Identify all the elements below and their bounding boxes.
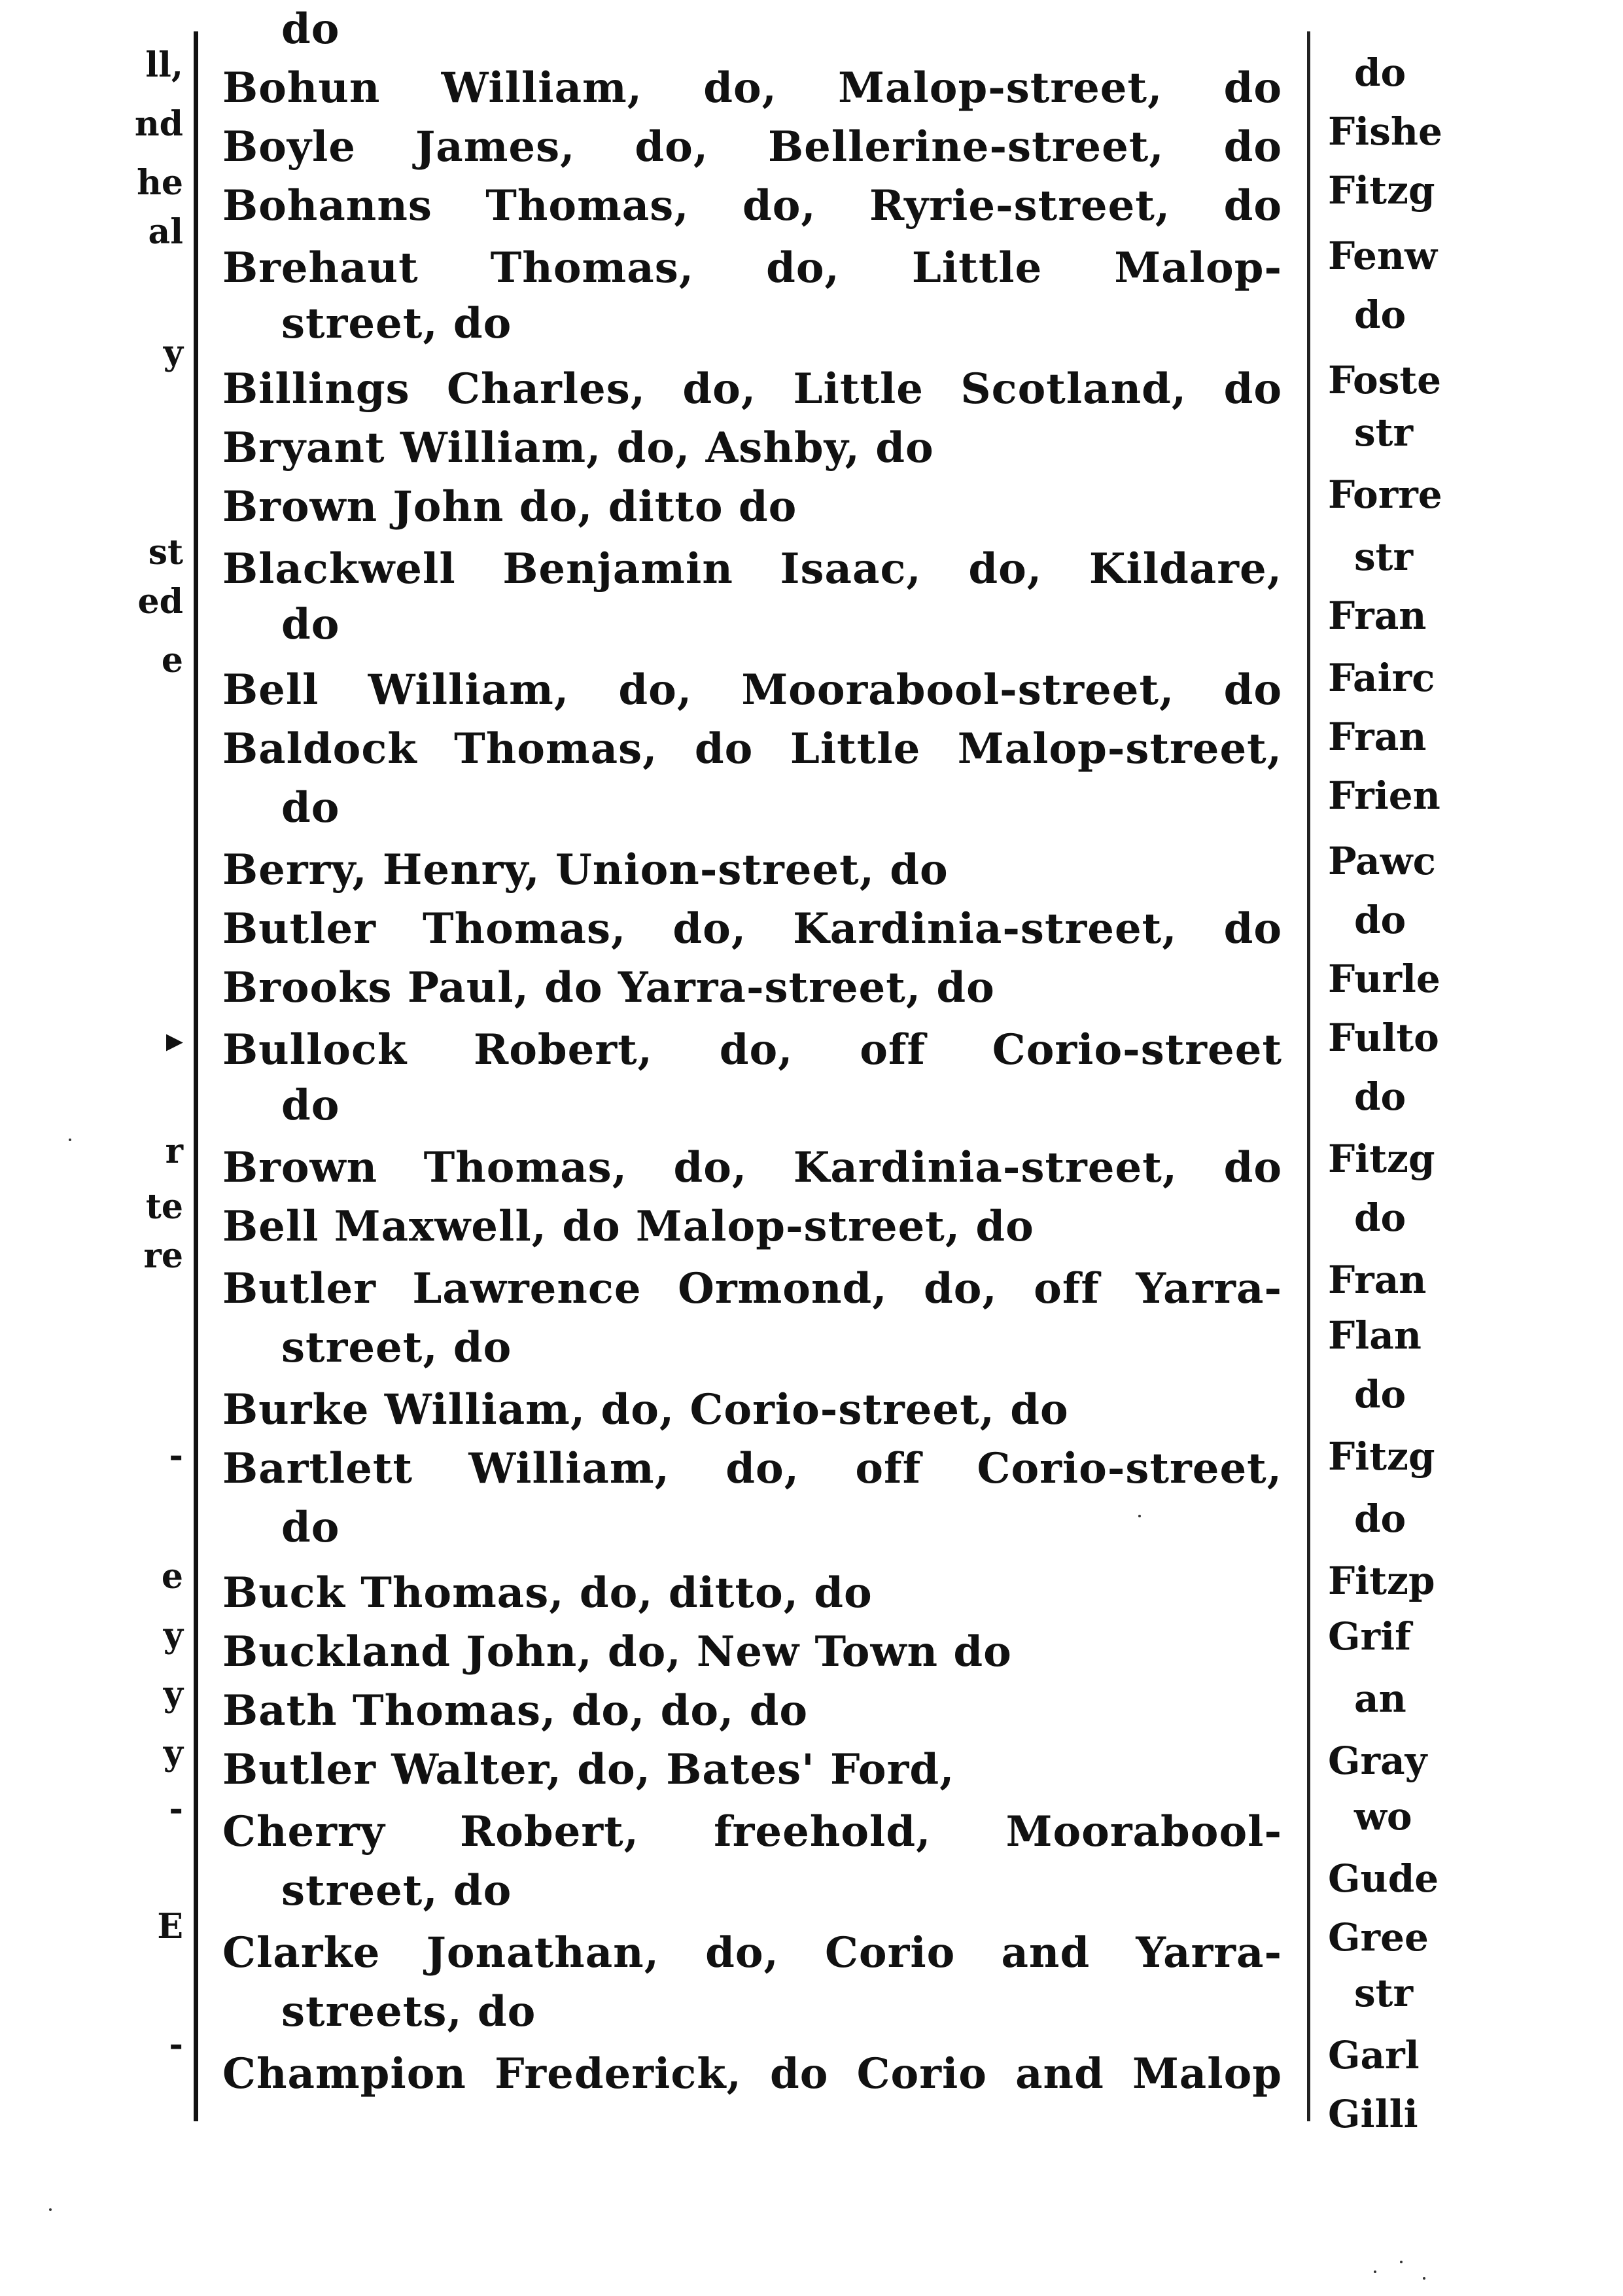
entry-line: Buckland John, do, New Town do	[222, 1627, 1012, 1676]
right-line: Flan	[1328, 1313, 1422, 1358]
entry-line: Brown John do, ditto do	[222, 482, 797, 531]
right-line: str	[1354, 1971, 1414, 2015]
left-margin-fragments	[131, 0, 183, 2133]
right-line: an	[1354, 1676, 1406, 1721]
left-fragment: ed	[137, 582, 183, 622]
left-fragment: ▸	[166, 1020, 183, 1060]
right-line: Furle	[1328, 957, 1440, 1001]
entry-line: Bell William, do, Moorabool-street, do	[222, 665, 1282, 715]
right-line: str	[1354, 535, 1414, 579]
entry-line: Bell Maxwell, do Malop-street, do	[222, 1202, 1034, 1251]
left-fragment: y	[163, 1733, 183, 1773]
right-line: do	[1354, 50, 1406, 95]
right-line: Fitzp	[1328, 1559, 1435, 1603]
right-line: Forre	[1328, 472, 1442, 517]
left-fragment: -	[169, 1789, 183, 1829]
right-line: Frien	[1328, 773, 1440, 818]
left-fragment: e	[161, 1557, 183, 1597]
entry-line: Burke William, do, Corio-street, do	[222, 1385, 1069, 1434]
scan-speck	[69, 1139, 71, 1141]
right-line: Grif	[1328, 1614, 1412, 1659]
right-line: do	[1354, 292, 1406, 337]
entry-line: do	[281, 5, 340, 54]
scan-speck	[1400, 2261, 1403, 2263]
left-fragment: -	[169, 1436, 183, 1475]
left-fragment: E	[157, 1907, 183, 1947]
left-fragment: e	[161, 641, 183, 680]
entry-line: Boyle James, do, Bellerine-street, do	[222, 122, 1282, 171]
entry-line: Bath Thomas, do, do, do	[222, 1686, 808, 1735]
right-line: Gilli	[1328, 2092, 1418, 2133]
entry-line: Champion Frederick, do Corio and Malop	[222, 2049, 1282, 2098]
right-line: Gray	[1328, 1739, 1427, 1783]
entry-line: street, do	[281, 1866, 512, 1915]
scan-speck	[1374, 2270, 1376, 2273]
entry-line: Butler Lawrence Ormond, do, off Yarra-	[222, 1264, 1282, 1313]
left-fragment: y	[163, 1616, 183, 1655]
entry-line: Bryant William, do, Ashby, do	[222, 423, 934, 472]
right-line: Fran	[1328, 1258, 1427, 1302]
right-line: Fishe	[1328, 109, 1442, 154]
right-line: do	[1354, 1496, 1406, 1541]
left-fragment: he	[137, 163, 183, 203]
entry-line: Blackwell Benjamin Isaac, do, Kildare,	[222, 544, 1282, 593]
main-column	[222, 0, 1295, 2133]
column-rule-right	[1307, 31, 1310, 2121]
entry-line: Bohun William, do, Malop-street, do	[222, 63, 1282, 113]
entry-line: do	[281, 1503, 340, 1552]
entry-line: Cherry Robert, freehold, Moorabool-	[222, 1807, 1282, 1856]
entry-line: Brehaut Thomas, do, Little Malop-	[222, 243, 1282, 292]
entry-line: Bullock Robert, do, off Corio-street	[222, 1025, 1282, 1074]
entry-line: Billings Charles, do, Little Scotland, do	[222, 364, 1282, 414]
right-line: str	[1354, 410, 1414, 455]
entry-line: Baldock Thomas, do Little Malop-street,	[222, 724, 1282, 773]
right-line: Gree	[1328, 1915, 1429, 1960]
left-fragment: r	[165, 1131, 183, 1171]
entry-line: Brooks Paul, do Yarra-street, do	[222, 963, 995, 1012]
right-line: Fran	[1328, 593, 1427, 638]
left-fragment: te	[145, 1187, 183, 1227]
entry-line: street, do	[281, 299, 512, 348]
right-line: Fairc	[1328, 656, 1435, 700]
left-fragment: ll,	[145, 45, 183, 85]
right-line: Fitzg	[1328, 168, 1435, 213]
entry-line: Bartlett William, do, off Corio-street,	[222, 1444, 1282, 1493]
right-line: do	[1354, 898, 1406, 942]
column-rule-left	[194, 31, 198, 2121]
right-line: Garl	[1328, 2033, 1420, 2077]
left-fragment: y	[163, 1674, 183, 1714]
entry-line: streets, do	[281, 1987, 536, 2036]
right-line: do	[1354, 1074, 1406, 1119]
scan-speck	[1138, 1515, 1141, 1517]
right-line: Fenw	[1328, 234, 1438, 278]
scan-speck	[1423, 2277, 1425, 2280]
entry-line: Bohanns Thomas, do, Ryrie-street, do	[222, 181, 1282, 230]
scan-speck	[49, 2208, 52, 2211]
right-line: Fitzg	[1328, 1137, 1435, 1181]
right-column-fragment	[1328, 0, 1472, 2133]
entry-line: do	[281, 600, 340, 649]
right-line: do	[1354, 1372, 1406, 1417]
right-line: do	[1354, 1195, 1406, 1240]
entry-line: street, do	[281, 1323, 512, 1372]
left-fragment: re	[143, 1236, 183, 1276]
entry-line: do	[281, 783, 340, 832]
left-fragment: -	[169, 2024, 183, 2064]
right-line: wo	[1354, 1794, 1412, 1839]
right-line: Fulto	[1328, 1016, 1439, 1060]
entry-line: Buck Thomas, do, ditto, do	[222, 1568, 873, 1617]
right-line: Fran	[1328, 715, 1427, 759]
left-fragment: al	[148, 212, 183, 252]
right-line: Fitzg	[1328, 1434, 1435, 1479]
right-line: Gude	[1328, 1856, 1439, 1901]
entry-line: Brown Thomas, do, Kardinia-street, do	[222, 1143, 1282, 1192]
entry-line: Butler Thomas, do, Kardinia-street, do	[222, 904, 1282, 953]
right-line: Foste	[1328, 358, 1442, 402]
entry-line: Berry, Henry, Union-street, do	[222, 845, 949, 894]
entry-line: Clarke Jonathan, do, Corio and Yarra-	[222, 1928, 1282, 1977]
entry-line: do	[281, 1081, 340, 1130]
left-fragment: st	[148, 533, 183, 573]
left-fragment: y	[163, 333, 183, 373]
left-fragment: nd	[134, 104, 183, 144]
right-line: Pawc	[1328, 839, 1436, 883]
entry-line: Butler Walter, do, Bates' Ford,	[222, 1745, 955, 1794]
